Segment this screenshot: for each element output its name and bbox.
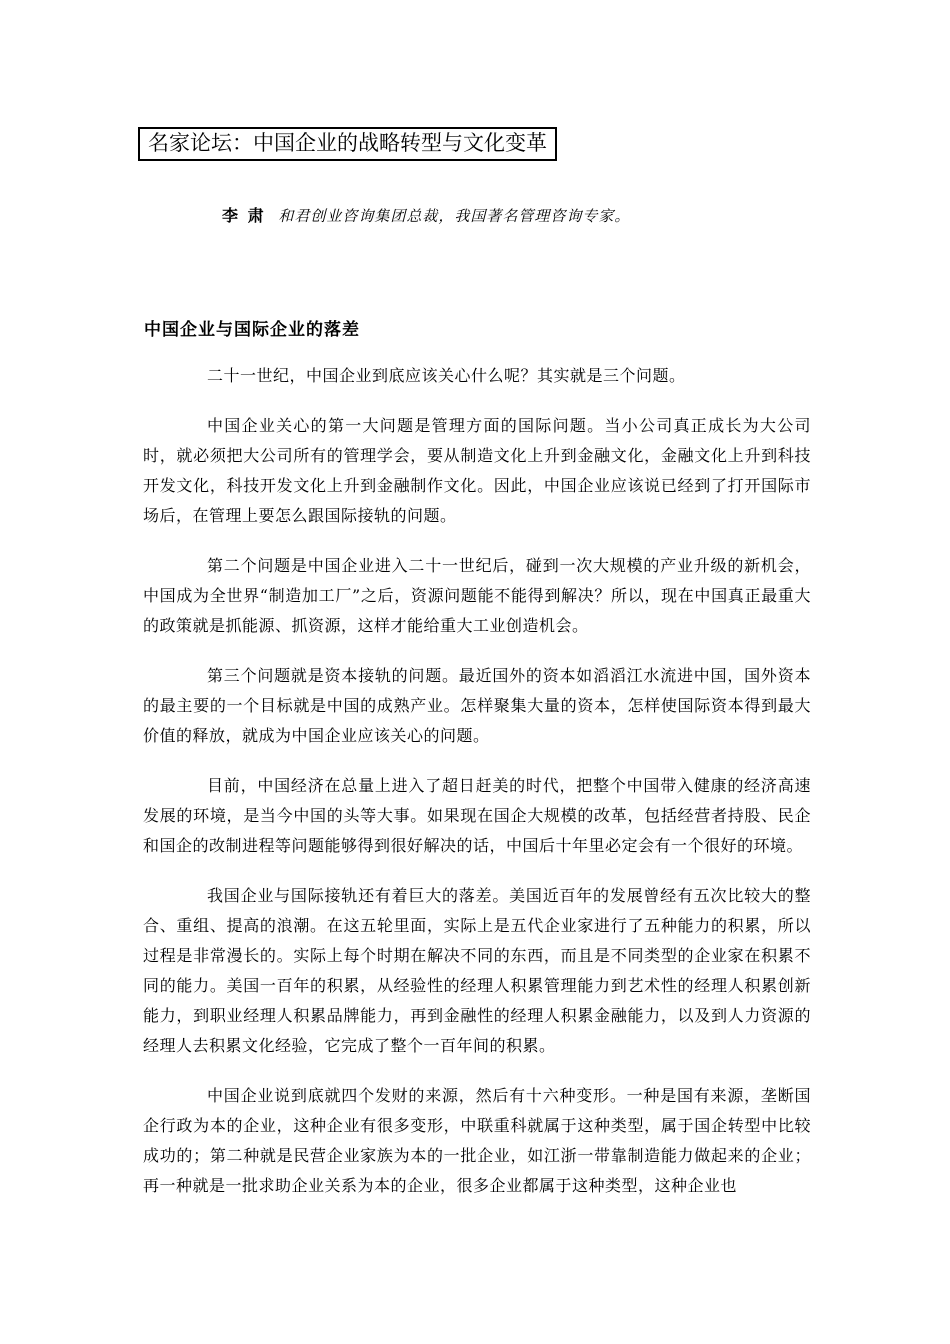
paragraph: 第三个问题就是资本接轨的问题。最近国外的资本如滔滔江水流进中国，国外资本的最主要的一个目标就是中国的成熟产业。怎样聚集大量的资本，怎样使国际资本得到最大价值的释放，就成为中国企业应该关心的问题。 <box>143 666 811 745</box>
paragraph: 中国企业关心的第一大问题是管理方面的国际问题。当小公司真正成长为大公司时，就必须把大公司所有的管理学会，要从制造文化上升到金融文化，金融文化上升到科技开发文化，科技开发文化上升到金融制作文化。因此，中国企业应该说已经到了打开国际市场后，在管理上要怎么跟国际接轨的问题。 <box>143 416 811 525</box>
byline <box>222 205 630 227</box>
paragraph: 我国企业与国际接轨还有着巨大的落差。美国近百年的发展曾经有五次比较大的整合、重组、提高的浪潮。在这五轮里面，实际上是五代企业家进行了五种能力的积累，所以过程是非常漫长的。实际上每个时期在解决不同的东西，而且是不同类型的企业家在积累不同的能力。美国一百年的积累，从经验性的经理人积累管理能力到艺术性的经理人积累创新能力，到职业经理人积累品牌能力，再到金融性的经理人积累金融能力，以及到人力资源的经理人去积累文化经验，它完成了整个一百年间的积累。 <box>143 886 811 1055</box>
article-body <box>143 361 811 1221</box>
paragraph: 第二个问题是中国企业进入二十一世纪后，碰到一次大规模的产业升级的新机会，中国成为全世界“制造加工厂”之后，资源问题能不能得到解决？所以，现在中国真正最重大的政策就是抓能源、抓资源，这样才能给重大工业创造机会。 <box>143 556 811 635</box>
section-heading: 中国企业与国际企业的落差 <box>144 320 360 339</box>
paragraph: 中国企业说到底就四个发财的来源，然后有十六种变形。一种是国有来源，垄断国企行政为本的企业，这种企业有很多变形，中联重科就属于这种类型，属于国企转型中比较成功的；第二种就是民营企业家族为本的一批企业，如江浙一带靠制造能力做起来的企业；再一种就是一批求助企业关系为本的企业，很多企业都属于这种类型，这种企业也 <box>143 1086 811 1195</box>
author-name: 李 肃 <box>222 206 266 225</box>
paragraph: 目前，中国经济在总量上进入了超日赶美的时代，把整个中国带入健康的经济高速发展的环境，是当今中国的头等大事。如果现在国企大规模的改革，包括经营者持股、民企和国企的改制进程等问题能够得到很好解决的话，中国后十年里必定会有一个很好的环境。 <box>143 776 811 855</box>
paragraph: 二十一世纪，中国企业到底应该关心什么呢？其实就是三个问题。 <box>207 366 686 385</box>
author-description: 和君创业咨询集团总裁，我国著名管理咨询专家。 <box>278 207 631 225</box>
article-title: 名家论坛：中国企业的战略转型与文化变革 <box>138 127 557 161</box>
